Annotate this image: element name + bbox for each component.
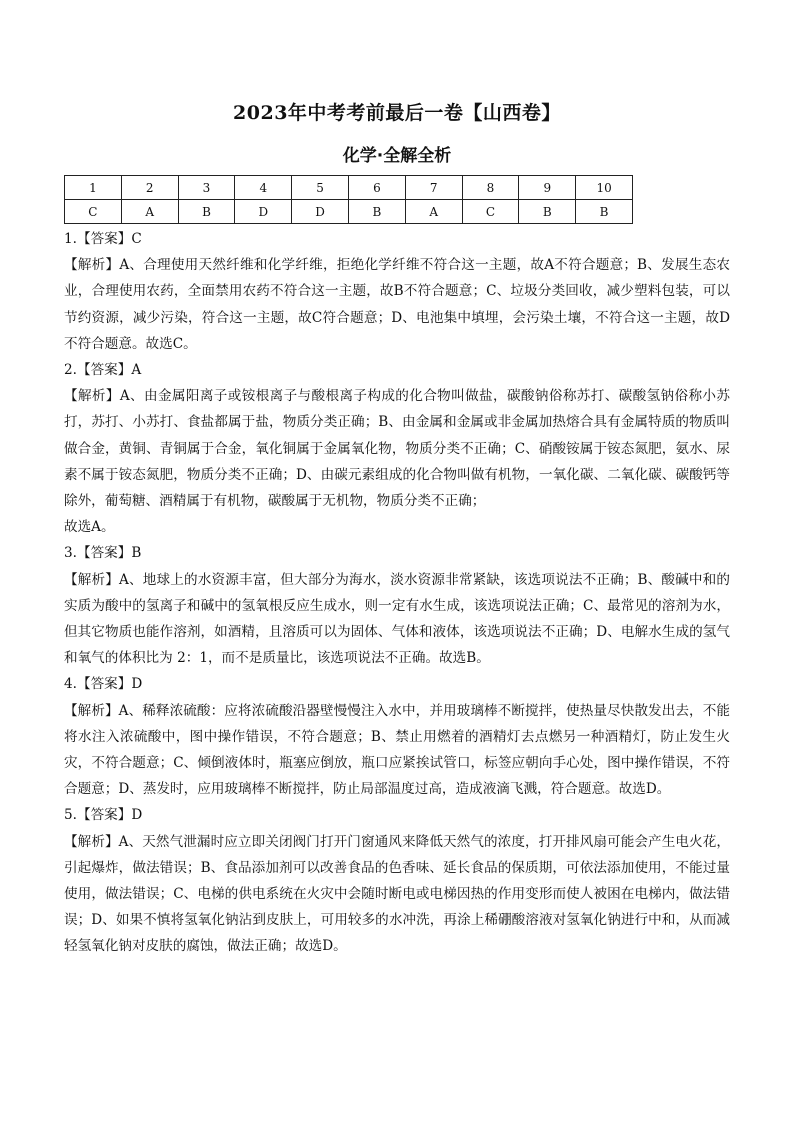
answer-table-number-row (65, 176, 633, 200)
answer-number-cell: 10 (576, 176, 633, 200)
question-3-answer: 3.【答案】B (64, 545, 142, 562)
question-5-answer: 5.【答案】D (64, 807, 143, 824)
page-subtitle: 化学·全解全析 (342, 146, 452, 166)
page-title: 2023年中考考前最后一卷【山西卷】 (233, 102, 561, 124)
question-2-analysis: 【解析】A、由金属阳离子或铵根离子与酸根离子构成的化合物叫做盐，碳酸钠俗称苏打、碳酸氢钠俗称小苏打，苏打、小苏打、食盐都属于盐，物质分类正确；B、由金属和金属或非金属加热熔合具有金属特质的物质叫做合金，黄铜、青铜属于合金，氧化铜属于金属氧化物，物质分类不正确；C、硝酸铵属于铵态氮肥，氨水、尿素不属于铵态氮肥，物质分类不正确；D、由碳元素组成的化合物叫做有机物，一氧化碳、二氧化碳、碳酸钙等除外，葡萄糖、酒精属于有机物，碳酸属于无机物，物质分类不正确； (64, 388, 730, 510)
answer-letter-cell: C (462, 200, 519, 224)
answer-letter-cell: B (576, 200, 633, 224)
answer-letter-cell: D (235, 200, 292, 224)
answer-letter-cell: D (292, 200, 349, 224)
answer-number-cell: 6 (348, 176, 405, 200)
answer-table (64, 175, 633, 224)
answer-number-cell: 9 (519, 176, 576, 200)
answer-letter-cell: B (519, 200, 576, 224)
question-1-answer: 1.【答案】C (64, 231, 142, 247)
answer-letter-cell: B (348, 200, 405, 224)
answer-letter-cell: A (405, 200, 462, 224)
answer-number-cell: 2 (121, 176, 178, 200)
answer-number-cell: 7 (405, 176, 462, 200)
solutions-body (64, 226, 730, 960)
question-2-answer: 2.【答案】A (64, 362, 142, 379)
question-1-analysis: 【解析】A、合理使用天然纤维和化学纤维，拒绝化学纤维不符合这一主题，故A不符合题意；B、发展生态农业，合理使用农药，全面禁用农药不符合这一主题，故B不符合题意；C、垃圾分类回收，减少塑料包装，可以节约资源，减少污染，符合这一主题，故C符合题意；D、电池集中填埋，会污染土壤，不符合这一主题，故D不符合题意。故选C。 (64, 257, 730, 352)
question-3-analysis: 【解析】A、地球上的水资源丰富，但大部分为海水，淡水资源非常紧缺，该选项说法不正确；B、酸碱中和的实质为酸中的氢离子和碱中的氢氧根反应生成水，则一定有水生成，该选项说法正确；C、最常见的溶剂为水，但其它物质也能作溶剂，如酒精，且溶质可以为固体、气体和液体，该选项说法不正确；D、电解水生成的氢气和氧气的体积比为 2：1，而不是质量比，该选项说法不正确。故选B。 (64, 571, 730, 667)
answer-letter-cell: B (178, 200, 235, 224)
answer-number-cell: 1 (65, 176, 122, 200)
answer-table-answer-row (65, 200, 633, 224)
answer-number-cell: 4 (235, 176, 292, 200)
answer-letter-cell: C (65, 200, 122, 224)
answer-number-cell: 3 (178, 176, 235, 200)
question-5-analysis: 【解析】A、天然气泄漏时应立即关闭阀门打开门窗通风来降低天然气的浓度，打开排风扇可能会产生电火花，引起爆炸，做法错误；B、食品添加剂可以改善食品的色香味、延长食品的保质期，可依法添加使用，不能过量使用，做法错误；C、电梯的供电系统在火灾中会随时断电或电梯因热的作用变形而使人被困在电梯内，做法错误；D、如果不慎将氢氧化钠沾到皮肤上，可用较多的水冲洗，再涂上稀硼酸溶液对氢氧化钠进行中和，从而减轻氢氧化钠对皮肤的腐蚀，做法正确；故选D。 (64, 833, 730, 955)
answer-number-cell: 5 (292, 176, 349, 200)
answer-letter-cell: A (121, 200, 178, 224)
question-4-answer: 4.【答案】D (64, 676, 143, 693)
question-2-conclusion: 故选A。 (64, 519, 115, 536)
question-4-analysis: 【解析】A、稀释浓硫酸：应将浓硫酸沿器壁慢慢注入水中，并用玻璃棒不断搅拌，使热量尽快散发出去，不能将水注入浓硫酸中，图中操作错误，不符合题意；B、禁止用燃着的酒精灯去点燃另一种酒精灯，防止发生火灾，不符合题意；C、倾倒液体时，瓶塞应倒放，瓶口应紧挨试管口，标签应朝向手心处，图中操作错误，不符合题意；D、蒸发时，应用玻璃棒不断搅拌，防止局部温度过高，造成液滴飞溅，符合题意。故选D。 (64, 702, 730, 798)
answer-number-cell: 8 (462, 176, 519, 200)
